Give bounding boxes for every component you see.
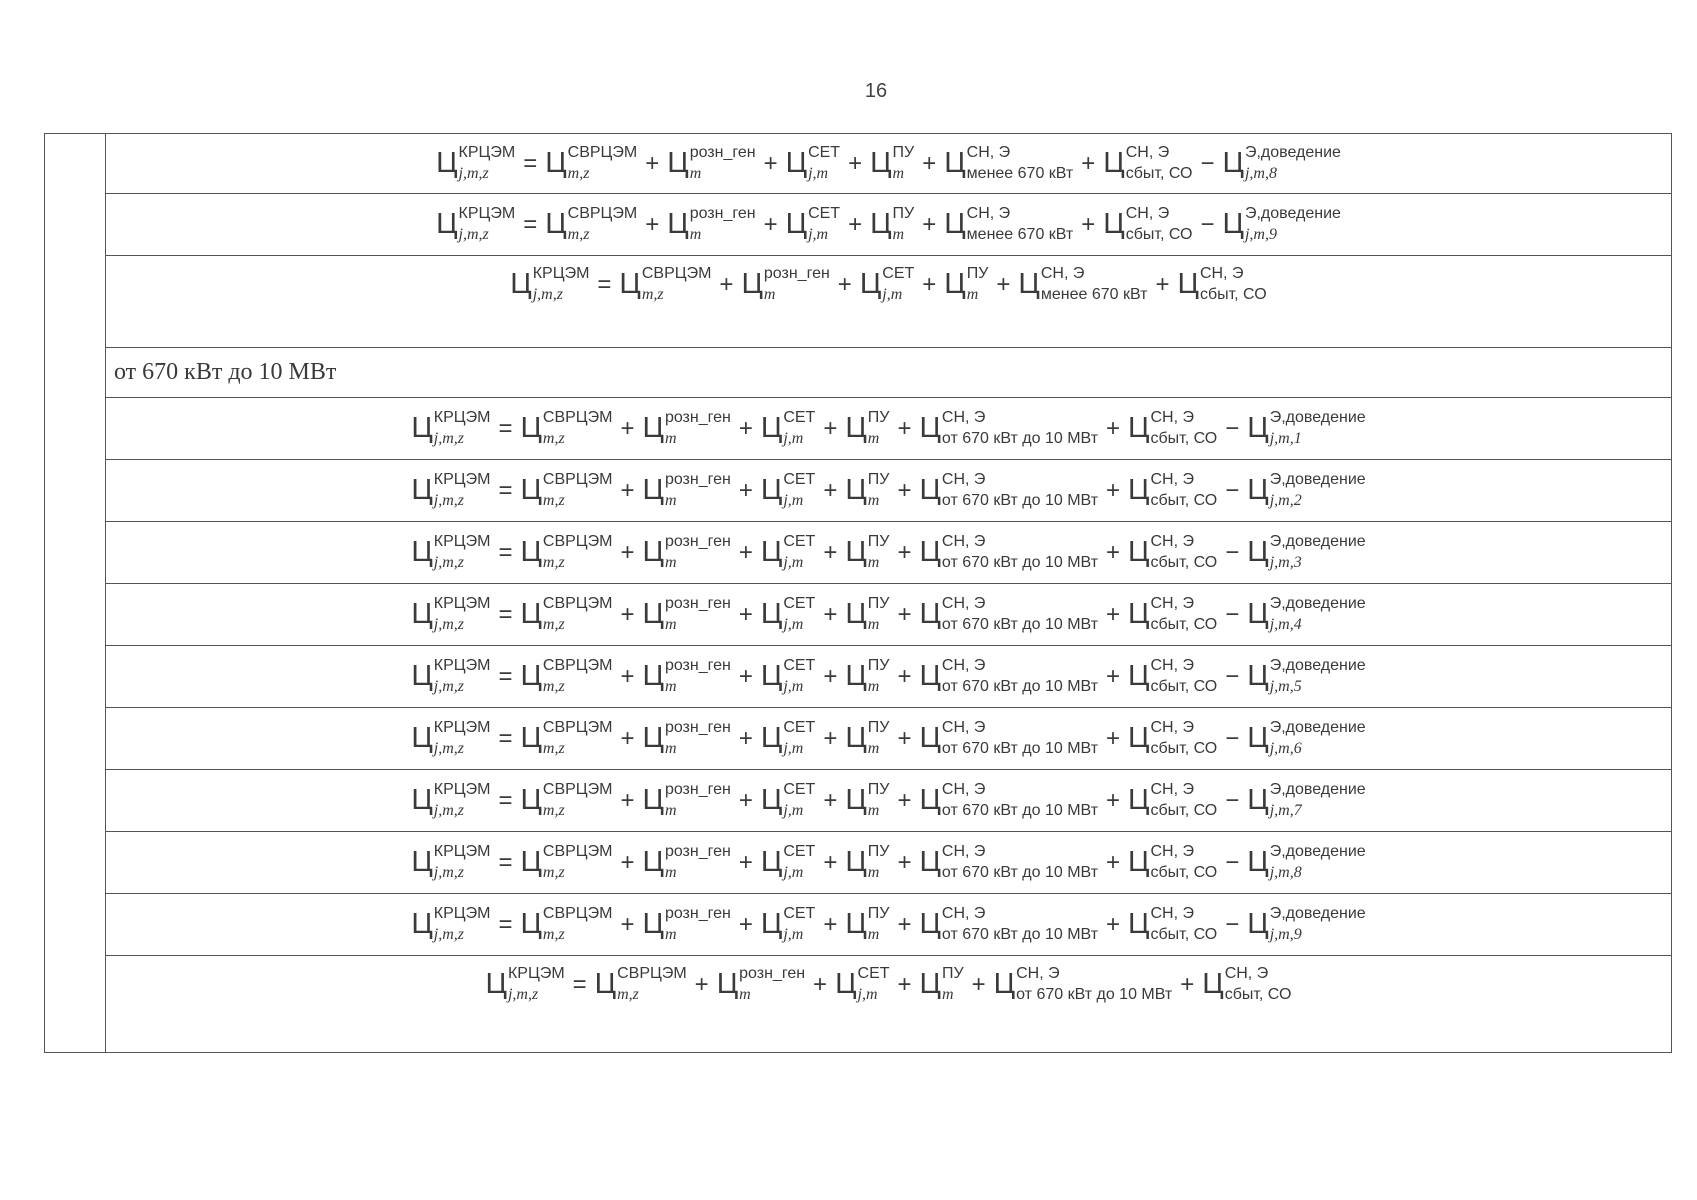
- formula-row: [106, 194, 1671, 256]
- term-svrcem: Ц СВРЦЭМ m,z: [520, 780, 613, 819]
- term-dovedenie: Ц Э,доведение j,m,4: [1247, 594, 1366, 633]
- term-pu: Ц ПУ m: [845, 470, 890, 509]
- formula-row: [106, 894, 1671, 956]
- term-set: Ц СЕТ j,m: [760, 780, 816, 819]
- term-dovedenie: Ц Э,доведение j,m,6: [1247, 718, 1366, 757]
- term-sn: Ц СН, Э от 670 кВт до 10 МВт: [919, 470, 1099, 509]
- formula: Ц КРЦЭМ j,m,z = Ц СВРЦЭМ m,z + Ц розн_ген m + Ц СЕТ j,m + Ц ПУ m + Ц СН, Э от 670 кВт до 10 МВт + Ц СН, Э сбыт, СО − Ц Э,доведение j,m,9: [411, 904, 1366, 943]
- formula-table: [44, 133, 1672, 1053]
- formula: Ц КРЦЭМ j,m,z = Ц СВРЦЭМ m,z + Ц розн_ген m + Ц СЕТ j,m + Ц ПУ m + Ц СН, Э от 670 кВт до 10 МВт + Ц СН, Э сбыт, СО − Ц Э,доведение j,m,3: [411, 532, 1366, 571]
- term-pu: Ц ПУ m: [845, 718, 890, 757]
- term-svrcem: Ц СВРЦЭМ m,z: [545, 143, 638, 182]
- formula: Ц КРЦЭМ j,m,z = Ц СВРЦЭМ m,z + Ц розн_ген m + Ц СЕТ j,m + Ц ПУ m + Ц СН, Э от 670 кВт до 10 МВт + Ц СН, Э сбыт, СО − Ц Э,доведение j,m,4: [411, 594, 1366, 633]
- term-svrcem: Ц СВРЦЭМ m,z: [619, 264, 712, 303]
- term-krcem: Ц КРЦЭМ j,m,z: [411, 718, 491, 757]
- term-rozn-gen: Ц розн_ген m: [642, 780, 731, 819]
- formula-row: [106, 770, 1671, 832]
- formula-row: [106, 460, 1671, 522]
- term-svrcem: Ц СВРЦЭМ m,z: [520, 842, 613, 881]
- term-svrcem: Ц СВРЦЭМ m,z: [520, 408, 613, 447]
- term-sbyt: Ц СН, Э сбыт, СО: [1202, 964, 1292, 1003]
- term-svrcem: Ц СВРЦЭМ m,z: [520, 594, 613, 633]
- term-dovedenie: Ц Э,доведение j,m,1: [1247, 408, 1366, 447]
- term-set: Ц СЕТ j,m: [835, 964, 890, 1003]
- term-set: Ц СЕТ j,m: [760, 718, 816, 757]
- term-rozn-gen: Ц розн_ген m: [667, 143, 756, 182]
- term-sn: Ц СН, Э менее 670 кВт: [944, 143, 1074, 182]
- term-sbyt: Ц СН, Э сбыт, СО: [1128, 594, 1218, 633]
- term-sbyt: Ц СН, Э сбыт, СО: [1128, 408, 1218, 447]
- term-rozn-gen: Ц розн_ген m: [642, 842, 731, 881]
- term-dovedenie: Ц Э,доведение j,m,9: [1222, 204, 1341, 243]
- term-sn: Ц СН, Э от 670 кВт до 10 МВт: [919, 718, 1099, 757]
- term-set: Ц СЕТ j,m: [859, 264, 915, 303]
- term-sbyt: Ц СН, Э сбыт, СО: [1128, 656, 1218, 695]
- term-set: Ц СЕТ j,m: [760, 408, 816, 447]
- term-sn: Ц СН, Э от 670 кВт до 10 МВт: [919, 594, 1099, 633]
- term-pu: Ц ПУ m: [845, 780, 890, 819]
- term-sbyt: Ц СН, Э сбыт, СО: [1128, 470, 1218, 509]
- term-svrcem: Ц СВРЦЭМ m,z: [520, 656, 613, 695]
- term-sn: Ц СН, Э от 670 кВт до 10 МВт: [919, 532, 1099, 571]
- term-rozn-gen: Ц розн_ген m: [667, 204, 756, 243]
- term-set: Ц СЕТ j,m: [760, 532, 816, 571]
- term-sbyt: Ц СН, Э сбыт, СО: [1128, 904, 1218, 943]
- term-svrcem: Ц СВРЦЭМ m,z: [520, 470, 613, 509]
- formula: Ц КРЦЭМ j,m,z = Ц СВРЦЭМ m,z + Ц розн_ген m + Ц СЕТ j,m + Ц ПУ m + Ц СН, Э от 670 кВт до 10 МВт + Ц СН, Э сбыт, СО − Ц Э,доведение j,m,1: [411, 408, 1366, 447]
- term-rozn-gen: Ц розн_ген m: [716, 964, 806, 1003]
- term-krcem: Ц КРЦЭМ j,m,z: [411, 842, 491, 881]
- term-sbyt: Ц СН, Э сбыт, СО: [1103, 143, 1193, 182]
- term-pu: Ц ПУ m: [870, 143, 915, 182]
- term-sbyt: Ц СН, Э сбыт, СО: [1128, 780, 1218, 819]
- formula-row: [106, 956, 1671, 1044]
- term-rozn-gen: Ц розн_ген m: [642, 408, 731, 447]
- term-pu: Ц ПУ m: [845, 408, 890, 447]
- term-pu: Ц ПУ m: [845, 532, 890, 571]
- term-sn: Ц СН, Э от 670 кВт до 10 МВт: [919, 780, 1099, 819]
- formula: Ц КРЦЭМ j,m,z = Ц СВРЦЭМ m,z + Ц розн_ген m + Ц СЕТ j,m + Ц ПУ m + Ц СН, Э от 670 кВт до 10 МВт + Ц СН, Э сбыт, СО − Ц Э,доведение j,m,6: [411, 718, 1366, 757]
- page-number: 16: [864, 80, 888, 102]
- term-krcem: Ц КРЦЭМ j,m,z: [411, 656, 491, 695]
- term-pu: Ц ПУ m: [845, 594, 890, 633]
- term-rozn-gen: Ц розн_ген m: [642, 594, 731, 633]
- term-set: Ц СЕТ j,m: [760, 656, 816, 695]
- term-pu: Ц ПУ m: [845, 842, 890, 881]
- formula: Ц КРЦЭМ j,m,z = Ц СВРЦЭМ m,z + Ц розн_ген m + Ц СЕТ j,m + Ц ПУ m + Ц СН, Э от 670 кВт до 10 МВт + Ц СН, Э сбыт, СО − Ц Э,доведение j,m,5: [411, 656, 1366, 695]
- term-rozn-gen: Ц розн_ген m: [642, 718, 731, 757]
- term-pu: Ц ПУ m: [919, 964, 964, 1003]
- term-dovedenie: Ц Э,доведение j,m,7: [1247, 780, 1366, 819]
- term-dovedenie: Ц Э,доведение j,m,5: [1247, 656, 1366, 695]
- term-krcem: Ц КРЦЭМ j,m,z: [411, 532, 491, 571]
- formula-row: [106, 398, 1671, 460]
- term-svrcem: Ц СВРЦЭМ m,z: [520, 904, 613, 943]
- term-sbyt: Ц СН, Э сбыт, СО: [1128, 532, 1218, 571]
- term-dovedenie: Ц Э,доведение j,m,8: [1222, 143, 1341, 182]
- term-pu: Ц ПУ m: [845, 656, 890, 695]
- term-krcem: Ц КРЦЭМ j,m,z: [411, 904, 491, 943]
- table-left-column: [45, 134, 106, 1052]
- term-sn: Ц СН, Э менее 670 кВт: [944, 204, 1074, 243]
- term-sbyt: Ц СН, Э сбыт, СО: [1128, 718, 1218, 757]
- term-sn: Ц СН, Э от 670 кВт до 10 МВт: [919, 408, 1099, 447]
- term-set: Ц СЕТ j,m: [760, 470, 816, 509]
- term-rozn-gen: Ц розн_ген m: [642, 532, 731, 571]
- formula-row: [106, 256, 1671, 348]
- term-pu: Ц ПУ m: [845, 904, 890, 943]
- section-label: от 670 кВт до 10 МВт: [114, 359, 337, 385]
- formula-row: [106, 522, 1671, 584]
- formula: Ц КРЦЭМ j,m,z = Ц СВРЦЭМ m,z + Ц розн_ген m + Ц СЕТ j,m + Ц ПУ m + Ц СН, Э менее 670 кВт + Ц СН, Э сбыт, СО − Ц Э,доведение j,m,8: [436, 143, 1341, 182]
- term-krcem: Ц КРЦЭМ j,m,z: [411, 408, 491, 447]
- term-dovedenie: Ц Э,доведение j,m,9: [1247, 904, 1366, 943]
- term-krcem: Ц КРЦЭМ j,m,z: [436, 204, 516, 243]
- term-krcem: Ц КРЦЭМ j,m,z: [436, 143, 516, 182]
- formula: Ц КРЦЭМ j,m,z = Ц СВРЦЭМ m,z + Ц розн_ген m + Ц СЕТ j,m + Ц ПУ m + Ц СН, Э от 670 кВт до 10 МВт + Ц СН, Э сбыт, СО − Ц Э,доведение j,m,7: [411, 780, 1366, 819]
- formula-row: [106, 584, 1671, 646]
- term-sbyt: Ц СН, Э сбыт, СО: [1103, 204, 1193, 243]
- term-sn: Ц СН, Э от 670 кВт до 10 МВт: [919, 656, 1099, 695]
- formula: Ц КРЦЭМ j,m,z = Ц СВРЦЭМ m,z + Ц розн_ген m + Ц СЕТ j,m + Ц ПУ m + Ц СН, Э менее 670 кВт + Ц СН, Э сбыт, СО − Ц Э,доведение j,m,9: [436, 204, 1341, 243]
- term-set: Ц СЕТ j,m: [760, 904, 816, 943]
- term-pu: Ц ПУ m: [944, 264, 989, 303]
- formula-row: [106, 134, 1671, 194]
- term-krcem: Ц КРЦЭМ j,m,z: [485, 964, 565, 1003]
- term-dovedenie: Ц Э,доведение j,m,2: [1247, 470, 1366, 509]
- term-svrcem: Ц СВРЦЭМ m,z: [520, 718, 613, 757]
- term-krcem: Ц КРЦЭМ j,m,z: [411, 594, 491, 633]
- formula: Ц КРЦЭМ j,m,z = Ц СВРЦЭМ m,z + Ц розн_ген m + Ц СЕТ j,m + Ц ПУ m + Ц СН, Э от 670 кВт до 10 МВт + Ц СН, Э сбыт, СО − Ц Э,доведение j,m,2: [411, 470, 1366, 509]
- term-set: Ц СЕТ j,m: [760, 594, 816, 633]
- table-rows: [106, 134, 1671, 1044]
- section-header: [106, 348, 1671, 398]
- formula-row: [106, 832, 1671, 894]
- formula: Ц КРЦЭМ j,m,z = Ц СВРЦЭМ m,z + Ц розн_ген m + Ц СЕТ j,m + Ц ПУ m + Ц СН, Э от 670 кВт до 10 МВт + Ц СН, Э сбыт, СО − Ц Э,доведение j,m,8: [411, 842, 1366, 881]
- formula: Ц КРЦЭМ j,m,z = Ц СВРЦЭМ m,z + Ц розн_ген m + Ц СЕТ j,m + Ц ПУ m + Ц СН, Э от 670 кВт до 10 МВт + Ц СН, Э сбыт, СО: [485, 964, 1292, 1003]
- term-krcem: Ц КРЦЭМ j,m,z: [510, 264, 590, 303]
- term-sn: Ц СН, Э от 670 кВт до 10 МВт: [919, 904, 1099, 943]
- term-set: Ц СЕТ j,m: [785, 204, 841, 243]
- formula-row: [106, 708, 1671, 770]
- formula-row: [106, 646, 1671, 708]
- term-svrcem: Ц СВРЦЭМ m,z: [520, 532, 613, 571]
- term-rozn-gen: Ц розн_ген m: [642, 656, 731, 695]
- term-krcem: Ц КРЦЭМ j,m,z: [411, 470, 491, 509]
- term-rozn-gen: Ц розн_ген m: [642, 904, 731, 943]
- term-sn: Ц СН, Э от 670 кВт до 10 МВт: [993, 964, 1173, 1003]
- term-sbyt: Ц СН, Э сбыт, СО: [1128, 842, 1218, 881]
- term-set: Ц СЕТ j,m: [760, 842, 816, 881]
- formula: Ц КРЦЭМ j,m,z = Ц СВРЦЭМ m,z + Ц розн_ген m + Ц СЕТ j,m + Ц ПУ m + Ц СН, Э менее 670 кВт + Ц СН, Э сбыт, СО: [510, 264, 1267, 303]
- term-svrcem: Ц СВРЦЭМ m,z: [594, 964, 687, 1003]
- term-sn: Ц СН, Э от 670 кВт до 10 МВт: [919, 842, 1099, 881]
- term-rozn-gen: Ц розн_ген m: [741, 264, 830, 303]
- term-dovedenie: Ц Э,доведение j,m,3: [1247, 532, 1366, 571]
- term-krcem: Ц КРЦЭМ j,m,z: [411, 780, 491, 819]
- term-sn: Ц СН, Э менее 670 кВт: [1018, 264, 1148, 303]
- term-rozn-gen: Ц розн_ген m: [642, 470, 731, 509]
- term-dovedenie: Ц Э,доведение j,m,8: [1247, 842, 1366, 881]
- term-pu: Ц ПУ m: [870, 204, 915, 243]
- term-sbyt: Ц СН, Э сбыт, СО: [1177, 264, 1267, 303]
- term-set: Ц СЕТ j,m: [785, 143, 841, 182]
- term-svrcem: Ц СВРЦЭМ m,z: [545, 204, 638, 243]
